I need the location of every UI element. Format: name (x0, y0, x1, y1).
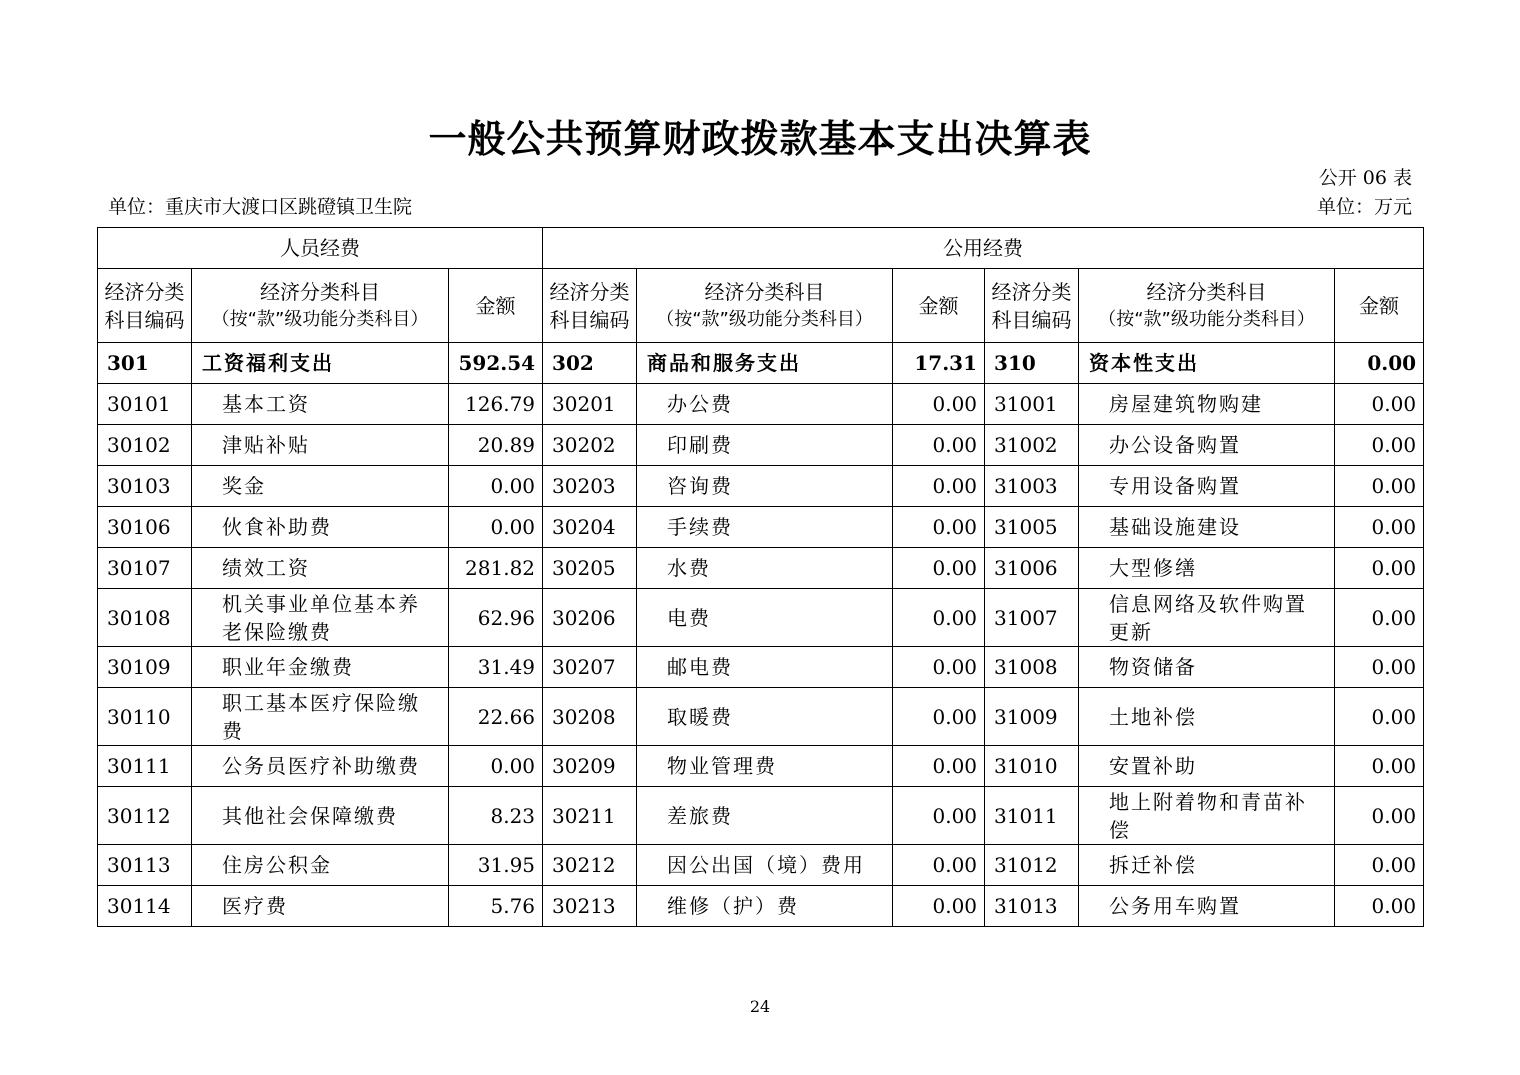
amount-cell: 0.00 (893, 647, 985, 688)
amount-cell: 0.00 (1335, 886, 1424, 927)
code-cell: 31006 (985, 548, 1079, 589)
header-amount: 金额 (449, 269, 543, 343)
group-header-row (98, 228, 1424, 269)
amount-cell: 0.00 (449, 466, 543, 507)
name-cell: 基本工资 (192, 384, 449, 425)
name-cell: 差旅费 (637, 787, 893, 845)
amount-cell: 0.00 (893, 746, 985, 787)
amount-cell: 0.00 (1335, 507, 1424, 548)
name-cell: 取暖费 (637, 688, 893, 746)
code-cell: 30109 (98, 647, 192, 688)
group-public: 公用经费 (543, 228, 1424, 269)
code-cell: 30204 (543, 507, 637, 548)
unit-currency: 单位：万元 (1316, 196, 1412, 218)
name-cell: 手续费 (637, 507, 893, 548)
code-cell: 30112 (98, 787, 192, 845)
amount-cell: 0.00 (1335, 384, 1424, 425)
amount-cell: 0.00 (1335, 548, 1424, 589)
name-cell: 办公设备购置 (1079, 425, 1335, 466)
code-cell: 30211 (543, 787, 637, 845)
summary-name: 商品和服务支出 (637, 343, 893, 384)
name-cell: 其他社会保障缴费 (192, 787, 449, 845)
code-cell: 31009 (985, 688, 1079, 746)
code-cell: 31012 (985, 845, 1079, 886)
table-row (98, 466, 1424, 507)
page-title: 一般公共预算财政拨款基本支出决算表 (428, 117, 1092, 161)
name-cell: 绩效工资 (192, 548, 449, 589)
code-cell: 31003 (985, 466, 1079, 507)
name-cell: 职业年金缴费 (192, 647, 449, 688)
header-code: 经济分类科目编码 (985, 269, 1079, 343)
name-cell: 大型修缮 (1079, 548, 1335, 589)
summary-code: 310 (985, 343, 1079, 384)
code-cell: 30205 (543, 548, 637, 589)
table-row (98, 425, 1424, 466)
unit-organization: 单位：重庆市大渡口区跳磴镇卫生院 (108, 196, 413, 218)
code-cell: 30213 (543, 886, 637, 927)
name-cell: 房屋建筑物购建 (1079, 384, 1335, 425)
amount-cell: 0.00 (893, 548, 985, 589)
table-row (98, 845, 1424, 886)
name-cell: 电费 (637, 589, 893, 647)
code-cell: 30202 (543, 425, 637, 466)
name-cell: 医疗费 (192, 886, 449, 927)
table-row (98, 886, 1424, 927)
form-number: 公开 06 表 (1318, 167, 1412, 189)
header-amount: 金额 (1335, 269, 1424, 343)
code-cell: 31001 (985, 384, 1079, 425)
name-cell: 住房公积金 (192, 845, 449, 886)
header-name-main: 经济分类科目 (1146, 279, 1267, 304)
summary-name: 资本性支出 (1079, 343, 1335, 384)
amount-cell: 5.76 (449, 886, 543, 927)
expenditure-table (97, 227, 1424, 927)
amount-cell: 281.82 (449, 548, 543, 589)
name-cell: 机关事业单位基本养老保险缴费 (192, 589, 449, 647)
name-cell: 信息网络及软件购置更新 (1079, 589, 1335, 647)
header-name-main: 经济分类科目 (704, 279, 825, 304)
header-name-sub: （按“款”级功能分类科目） (211, 308, 429, 330)
summary-amount: 592.54 (449, 343, 543, 384)
amount-cell: 31.95 (449, 845, 543, 886)
amount-cell: 62.96 (449, 589, 543, 647)
code-cell: 31007 (985, 589, 1079, 647)
code-cell: 30209 (543, 746, 637, 787)
code-cell: 30201 (543, 384, 637, 425)
summary-amount: 0.00 (1335, 343, 1424, 384)
name-cell: 基础设施建设 (1079, 507, 1335, 548)
name-cell: 安置补助 (1079, 746, 1335, 787)
header-name-sub: （按“款”级功能分类科目） (1098, 308, 1315, 330)
header-name-sub: （按“款”级功能分类科目） (656, 308, 873, 330)
amount-cell: 8.23 (449, 787, 543, 845)
name-cell: 维修（护）费 (637, 886, 893, 927)
amount-cell: 0.00 (1335, 787, 1424, 845)
amount-cell: 0.00 (1335, 647, 1424, 688)
table-row (98, 548, 1424, 589)
name-cell: 公务用车购置 (1079, 886, 1335, 927)
code-cell: 30114 (98, 886, 192, 927)
code-cell: 30110 (98, 688, 192, 746)
amount-cell: 0.00 (449, 507, 543, 548)
table-row (98, 589, 1424, 647)
amount-cell: 0.00 (893, 845, 985, 886)
amount-cell: 0.00 (893, 384, 985, 425)
amount-cell: 0.00 (893, 466, 985, 507)
summary-name: 工资福利支出 (192, 343, 449, 384)
amount-cell: 0.00 (1335, 746, 1424, 787)
amount-cell: 0.00 (1335, 466, 1424, 507)
group-personnel: 人员经费 (98, 228, 543, 269)
page-number: 24 (749, 997, 771, 1016)
column-header-row (98, 269, 1424, 343)
name-cell: 专用设备购置 (1079, 466, 1335, 507)
code-cell: 30101 (98, 384, 192, 425)
name-cell: 办公费 (637, 384, 893, 425)
code-cell: 30212 (543, 845, 637, 886)
name-cell: 印刷费 (637, 425, 893, 466)
table-row (98, 647, 1424, 688)
code-cell: 30207 (543, 647, 637, 688)
name-cell: 水费 (637, 548, 893, 589)
table-row (98, 787, 1424, 845)
code-cell: 30103 (98, 466, 192, 507)
table-row (98, 507, 1424, 548)
amount-cell: 0.00 (449, 746, 543, 787)
amount-cell: 31.49 (449, 647, 543, 688)
name-cell: 物资储备 (1079, 647, 1335, 688)
name-cell: 咨询费 (637, 466, 893, 507)
code-cell: 30203 (543, 466, 637, 507)
code-cell: 31010 (985, 746, 1079, 787)
header-name (637, 269, 893, 343)
summary-code: 301 (98, 343, 192, 384)
name-cell: 物业管理费 (637, 746, 893, 787)
code-cell: 30206 (543, 589, 637, 647)
header-code: 经济分类科目编码 (543, 269, 637, 343)
code-cell: 30107 (98, 548, 192, 589)
code-cell: 30108 (98, 589, 192, 647)
code-cell: 30113 (98, 845, 192, 886)
name-cell: 土地补偿 (1079, 688, 1335, 746)
header-code: 经济分类科目编码 (98, 269, 192, 343)
name-cell: 地上附着物和青苗补偿 (1079, 787, 1335, 845)
amount-cell: 20.89 (449, 425, 543, 466)
header-amount: 金额 (893, 269, 985, 343)
amount-cell: 0.00 (1335, 425, 1424, 466)
table-row (98, 384, 1424, 425)
amount-cell: 0.00 (893, 886, 985, 927)
name-cell: 公务员医疗补助缴费 (192, 746, 449, 787)
summary-row (98, 343, 1424, 384)
table-row (98, 746, 1424, 787)
header-name (1079, 269, 1335, 343)
summary-code: 302 (543, 343, 637, 384)
amount-cell: 0.00 (1335, 845, 1424, 886)
name-cell: 职工基本医疗保险缴费 (192, 688, 449, 746)
name-cell: 拆迁补偿 (1079, 845, 1335, 886)
amount-cell: 22.66 (449, 688, 543, 746)
code-cell: 31013 (985, 886, 1079, 927)
amount-cell: 0.00 (893, 688, 985, 746)
name-cell: 伙食补助费 (192, 507, 449, 548)
table-row (98, 688, 1424, 746)
header-name-main: 经济分类科目 (260, 279, 380, 304)
name-cell: 邮电费 (637, 647, 893, 688)
name-cell: 津贴补贴 (192, 425, 449, 466)
summary-amount: 17.31 (893, 343, 985, 384)
code-cell: 31005 (985, 507, 1079, 548)
code-cell: 31002 (985, 425, 1079, 466)
amount-cell: 0.00 (893, 589, 985, 647)
amount-cell: 0.00 (1335, 688, 1424, 746)
amount-cell: 0.00 (893, 507, 985, 548)
amount-cell: 0.00 (893, 787, 985, 845)
amount-cell: 126.79 (449, 384, 543, 425)
code-cell: 30208 (543, 688, 637, 746)
name-cell: 因公出国（境）费用 (637, 845, 893, 886)
code-cell: 30111 (98, 746, 192, 787)
code-cell: 31008 (985, 647, 1079, 688)
header-name (192, 269, 449, 343)
name-cell: 奖金 (192, 466, 449, 507)
code-cell: 30102 (98, 425, 192, 466)
amount-cell: 0.00 (1335, 589, 1424, 647)
code-cell: 30106 (98, 507, 192, 548)
code-cell: 31011 (985, 787, 1079, 845)
amount-cell: 0.00 (893, 425, 985, 466)
